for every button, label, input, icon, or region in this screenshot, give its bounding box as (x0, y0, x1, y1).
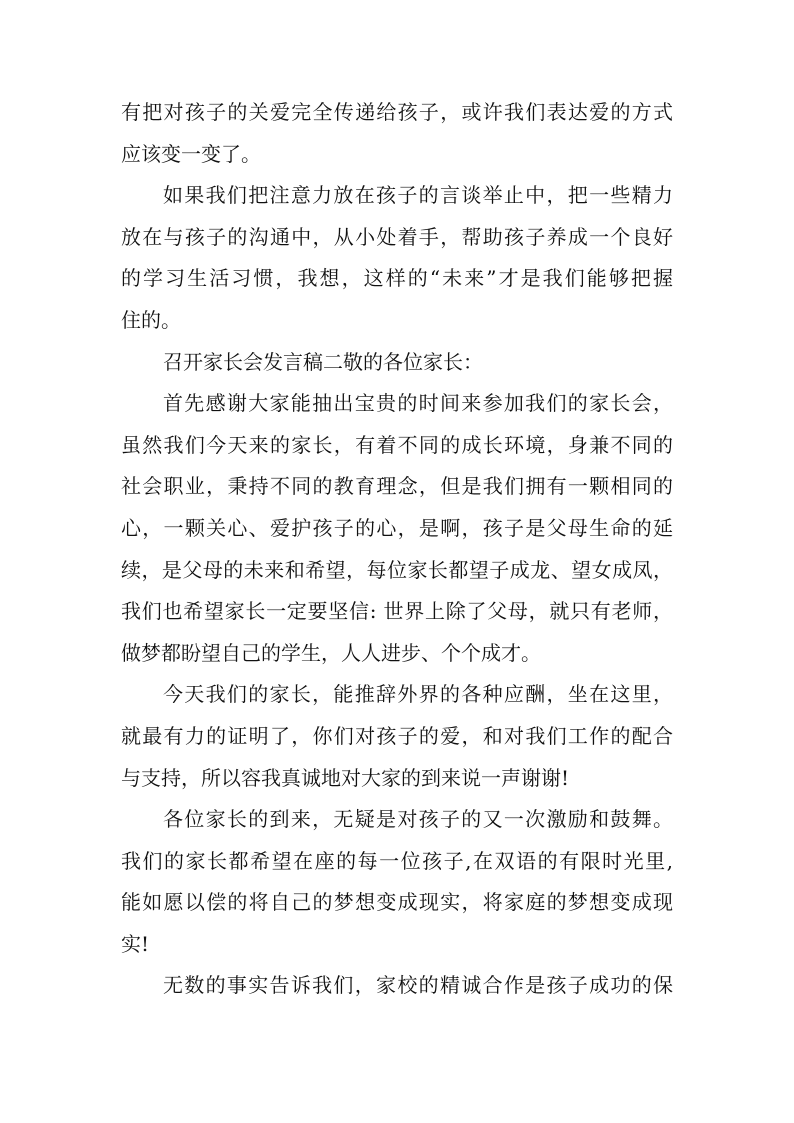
text-line: 放在与孩子的沟通中，从小处着手，帮助孩子养成一个良好 (121, 224, 673, 249)
text-line: 无数的事实告诉我们，家校的精诚合作是孩子成功的保 (163, 973, 673, 998)
text-line: 我们的家长都希望在座的每一位孩子,在双语的有限时光里, (121, 848, 673, 873)
text-line: 应该变一变了。 (121, 141, 261, 166)
text-line: 住的。 (121, 307, 181, 332)
text-line: 实! (121, 931, 150, 956)
text-line: 做梦都盼望自己的学生，人人进步、个个成才。 (121, 640, 541, 665)
text-line: 能如愿以偿的将自己的梦想变成现实，将家庭的梦想变成现 (121, 890, 673, 915)
text-line: 的学习生活习惯，我想，这样的“未来”才是我们能够把握 (121, 266, 673, 291)
text-line: 就最有力的证明了，你们对孩子的爱，和对我们工作的配合 (121, 723, 673, 748)
text-line: 与支持，所以容我真诚地对大家的到来说一声谢谢! (121, 765, 570, 790)
text-line: 社会职业，秉持不同的教育理念，但是我们拥有一颗相同的 (121, 474, 673, 499)
text-line: 有把对孩子的关爱完全传递给孩子，或许我们表达爱的方式 (121, 100, 673, 124)
text-line: 如果我们把注意力放在孩子的言谈举止中，把一些精力 (163, 183, 673, 208)
text-line: 续，是父母的未来和希望，每位家长都望子成龙、望女成凤， (121, 557, 673, 582)
text-line: 各位家长的到来，无疑是对孩子的又一次激励和鼓舞。 (163, 807, 673, 832)
text-line: 虽然我们今天来的家长，有着不同的成长环境，身兼不同的 (121, 432, 673, 457)
text-line: 我们也希望家长一定要坚信: 世界上除了父母，就只有老师， (121, 599, 673, 624)
section-heading: 召开家长会发言稿二敬的各位家长： (163, 349, 483, 374)
text-line: 今天我们的家长，能推辞外界的各种应酬，坐在这里， (163, 682, 673, 707)
text-line: 首先感谢大家能抽出宝贵的时间来参加我们的家长会， (163, 391, 673, 416)
text-line: 心，一颗关心、爱护孩子的心，是啊，孩子是父母生命的延 (121, 515, 673, 540)
speech-text (121, 92, 673, 1007)
